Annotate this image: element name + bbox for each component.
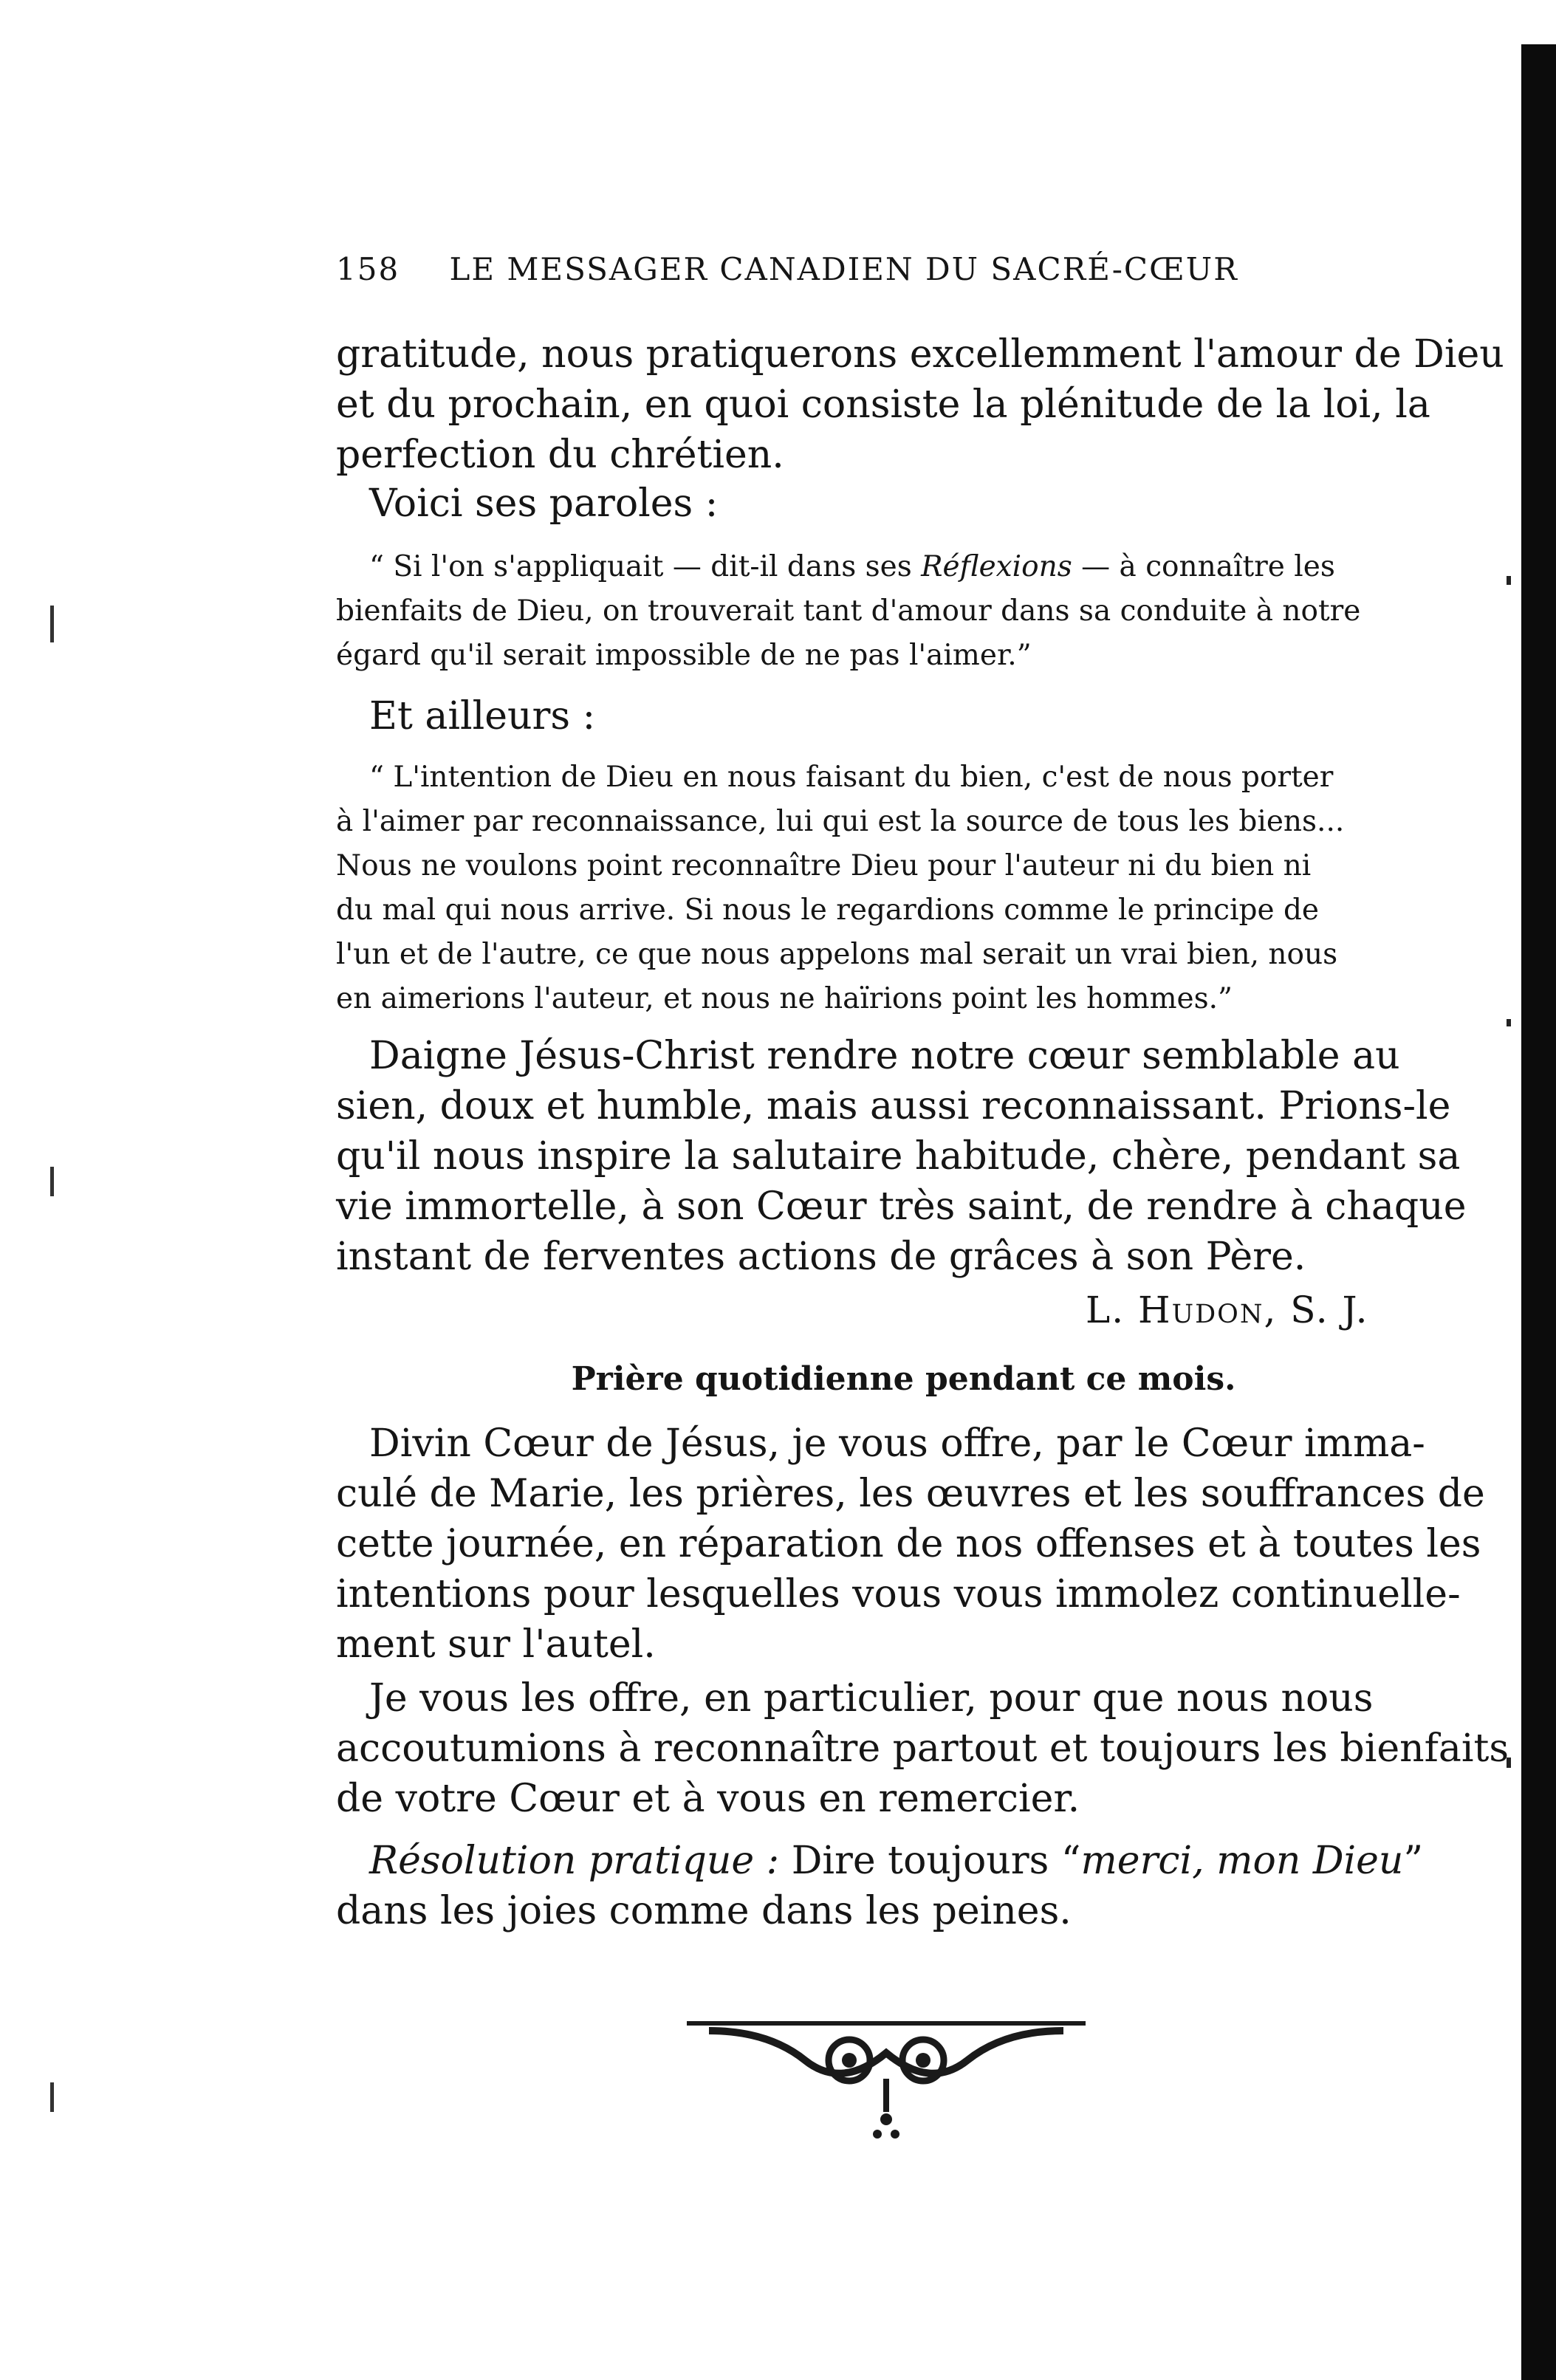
quote-italic: Réflexions [921,550,1072,583]
text-line: de votre Cœur et à vous en remercier. [336,1777,1080,1821]
margin-mark [50,606,54,642]
resolution-text: Dire toujours “ [779,1839,1081,1883]
margin-mark [50,1167,54,1196]
text-line: perfection du chrétien. [336,433,784,477]
quote-line: bienfaits de Dieu, on trouverait tant d'amour dans sa conduite à notre [336,594,1361,628]
text-line: Et ailleurs : [369,694,596,738]
text-line: intentions pour lesquelles vous vous immolez continuelle- [336,1572,1461,1616]
edge-speck [1507,576,1511,585]
running-title: LE MESSAGER CANADIEN DU SACRÉ-CŒUR [449,251,1238,287]
quote-line: Nous ne voulons point reconnaître Dieu pour l'auteur ni du bien ni [336,849,1312,882]
text-line: Voici ses paroles : [369,481,719,526]
quote-text: — à connaître les [1072,550,1335,583]
page-edge-shadow [1521,44,1556,2380]
text-line: Daigne Jésus-Christ rendre notre cœur semblable au [369,1034,1400,1078]
resolution-italic: merci, mon Dieu [1080,1839,1404,1883]
section-title-text: Prière quotidienne pendant ce mois. [571,1360,1236,1398]
text-line: cette journée, en réparation de nos offenses et à toutes les [336,1522,1481,1566]
text-line: culé de Marie, les prières, les œuvres et les souffrances de [336,1472,1485,1516]
text-line: Divin Cœur de Jésus, je vous offre, par le Cœur imma- [369,1422,1425,1466]
quote-line: en aimerions l'auteur, et nous ne haïrions point les hommes.” [336,982,1233,1015]
quote-line: “ L'intention de Dieu en nous faisant du bien, c'est de nous porter [369,761,1334,794]
text-line: dans les joies comme dans les peines. [336,1889,1072,1933]
quote-line: à l'aimer par reconnaissance, lui qui est la source de tous les biens... [336,805,1345,838]
quote-line: égard qu'il serait impossible de ne pas l'aimer.” [336,639,1032,672]
margin-mark [50,2082,54,2112]
resolution-line [369,1839,1423,1883]
text-line: gratitude, nous pratiquerons excellemment l'amour de Dieu [336,332,1504,377]
quote-line [369,550,1335,583]
text-line: instant de ferventes actions de grâces à son Père. [336,1235,1306,1279]
quote-line: du mal qui nous arrive. Si nous le regardions comme le principe de [336,894,1319,927]
text-line: sien, doux et humble, mais aussi reconnaissant. Prions-le [336,1084,1451,1128]
signature: L. Hudon, S. J. [1086,1289,1369,1331]
tailpiece-ornament-icon [679,2009,1093,2141]
resolution-label: Résolution pratique : [369,1839,780,1883]
text-line: et du prochain, en quoi consiste la plénitude de la loi, la [336,383,1430,427]
text-line: vie immortelle, à son Cœur très saint, de rendre à chaque [336,1184,1467,1229]
quote-line: l'un et de l'autre, ce que nous appelons mal serait un vrai bien, nous [336,938,1338,971]
text-line: accoutumions à reconnaître partout et toujours les bienfaits [336,1726,1509,1771]
quote-text: “ Si l'on s'appliquait — dit-il dans ses [369,550,922,583]
page-number: 158 [336,251,400,287]
running-header [336,251,1238,287]
edge-speck [1507,1019,1511,1026]
section-title [0,1360,1556,1398]
text-line: qu'il nous inspire la salutaire habitude, chère, pendant sa [336,1134,1461,1179]
text-line: Je vous les offre, en particulier, pour que nous nous [369,1676,1374,1721]
resolution-text: ” [1403,1839,1424,1883]
text-line: ment sur l'autel. [336,1622,656,1667]
